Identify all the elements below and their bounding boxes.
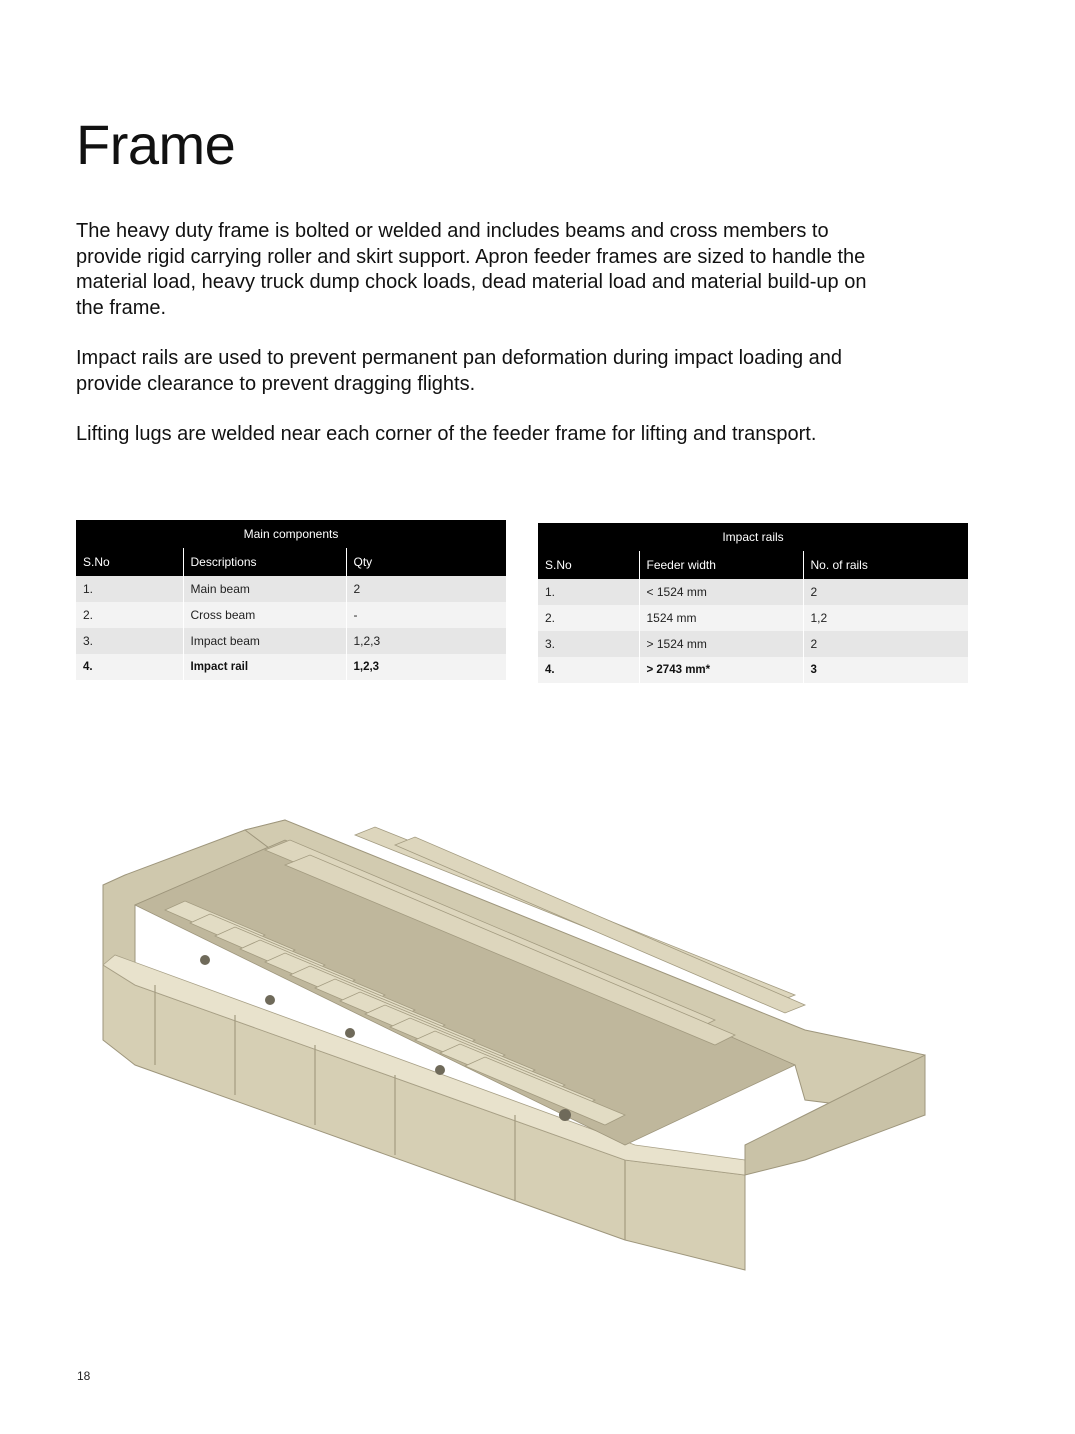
table-caption: Main components (76, 520, 506, 548)
table-cell: - (346, 602, 506, 628)
table-row (538, 579, 968, 605)
table-cell: 1,2,3 (346, 628, 506, 654)
column-header: Descriptions (183, 548, 346, 576)
feeder-frame-illustration (95, 815, 940, 1295)
table-caption: Impact rails (538, 523, 968, 551)
table-cell: 4. (76, 654, 183, 680)
lifting-lugs-paragraph: Lifting lugs are welded near each corner of the feeder frame for lifting and transport. (76, 423, 817, 445)
table-cell: 3. (76, 628, 183, 654)
table-cell: 3. (538, 631, 639, 657)
table-cell: < 1524 mm (639, 579, 803, 605)
table-row (76, 576, 506, 602)
column-header: Feeder width (639, 551, 803, 579)
impact-rails-paragraph: Impact rails are used to prevent permanent pan deformation during impact loading and provide clearance to prevent dragging flights. (76, 347, 843, 395)
table-cell: 1. (76, 576, 183, 602)
table-cell: 2. (76, 602, 183, 628)
column-header: No. of rails (803, 551, 968, 579)
table-cell: 2 (803, 579, 968, 605)
table-row (76, 602, 506, 628)
table-cell: 2 (803, 631, 968, 657)
table-row (76, 628, 506, 654)
table-row (538, 605, 968, 631)
table-cell: Impact rail (183, 654, 346, 680)
table-cell: Main beam (183, 576, 346, 602)
intro-paragraph: The heavy duty frame is bolted or welded and includes beams and cross members to provide rigid carrying roller and skirt support. Apron feeder frames are sized to handle the material load, heavy truck dump chock loads, dead material load and material build-up on the frame. (76, 220, 867, 319)
table-cell: > 1524 mm (639, 631, 803, 657)
column-header: Qty (346, 548, 506, 576)
table-cell: 1. (538, 579, 639, 605)
page-title: Frame (76, 113, 236, 176)
table-row (538, 657, 968, 683)
table-cell: 2. (538, 605, 639, 631)
table-cell: 1524 mm (639, 605, 803, 631)
table-cell: 3 (803, 657, 968, 683)
table-cell: 2 (346, 576, 506, 602)
page-number: 18 (77, 1369, 91, 1383)
table-cell: 1,2,3 (346, 654, 506, 680)
column-header: S.No (538, 551, 639, 579)
column-header: S.No (76, 548, 183, 576)
impact-rails-table (538, 523, 968, 683)
table-cell: 4. (538, 657, 639, 683)
table-cell: Impact beam (183, 628, 346, 654)
table-cell: > 2743 mm* (639, 657, 803, 683)
table-row (538, 631, 968, 657)
table-cell: 1,2 (803, 605, 968, 631)
table-cell: Cross beam (183, 602, 346, 628)
main-components-table (76, 520, 506, 680)
table-row (76, 654, 506, 680)
